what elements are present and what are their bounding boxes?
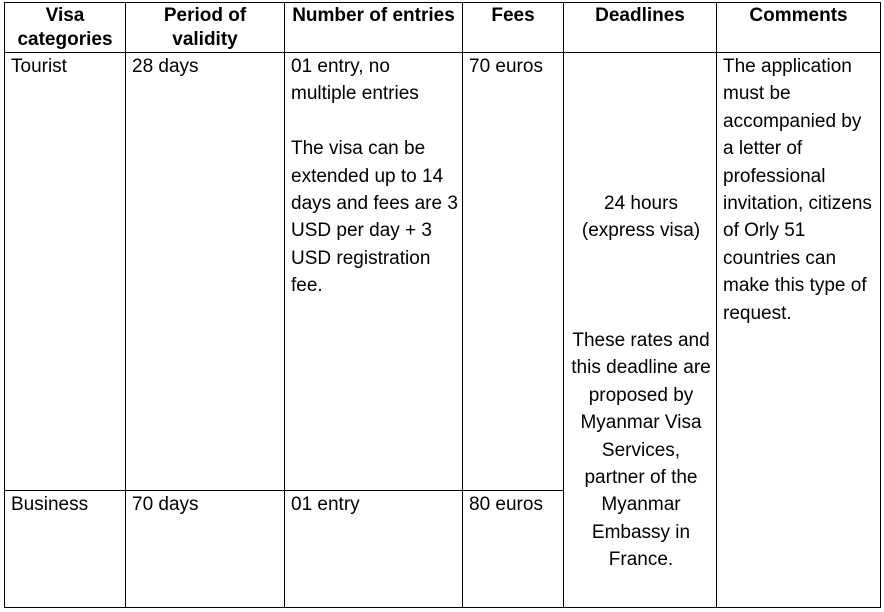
table-row-tourist [5, 53, 881, 491]
cell-comments: The application must be accompanied by a letter of professional invitation, citizens of Orly 51 countries can make this type of request. [717, 53, 881, 608]
header-number-of-entries: Number of entries [285, 3, 463, 53]
header-row [5, 3, 881, 53]
header-deadlines: Deadlines [564, 3, 717, 53]
cell-validity-business: 70 days [126, 491, 285, 608]
header-comments: Comments [717, 3, 881, 53]
cell-fees-business: 80 euros [463, 491, 564, 608]
deadline-note: These rates and this deadline are proposed by Myanmar Visa Services, partner of the Myanmar Embassy in France. [571, 330, 711, 571]
header-period-of-validity: Period of validity [126, 3, 285, 53]
cell-category-business: Business [5, 491, 126, 608]
cell-entries-business: 01 entry [285, 491, 463, 608]
cell-category-tourist: Tourist [5, 53, 126, 491]
header-visa-categories: Visa categories [5, 3, 126, 53]
header-fees: Fees [463, 3, 564, 53]
cell-fees-tourist: 70 euros [463, 53, 564, 491]
visa-categories-table [4, 2, 881, 608]
entries-extension-note: The visa can be extended up to 14 days and fees are 3 USD per day + 3 USD registration fee. [291, 138, 458, 297]
deadline-express-visa: 24 hours (express visa) [581, 193, 701, 242]
cell-deadlines [564, 53, 717, 608]
entries-text-tourist: 01 entry, no multiple entries [291, 56, 419, 105]
cell-validity-tourist: 28 days [126, 53, 285, 491]
cell-entries-tourist [285, 53, 463, 491]
